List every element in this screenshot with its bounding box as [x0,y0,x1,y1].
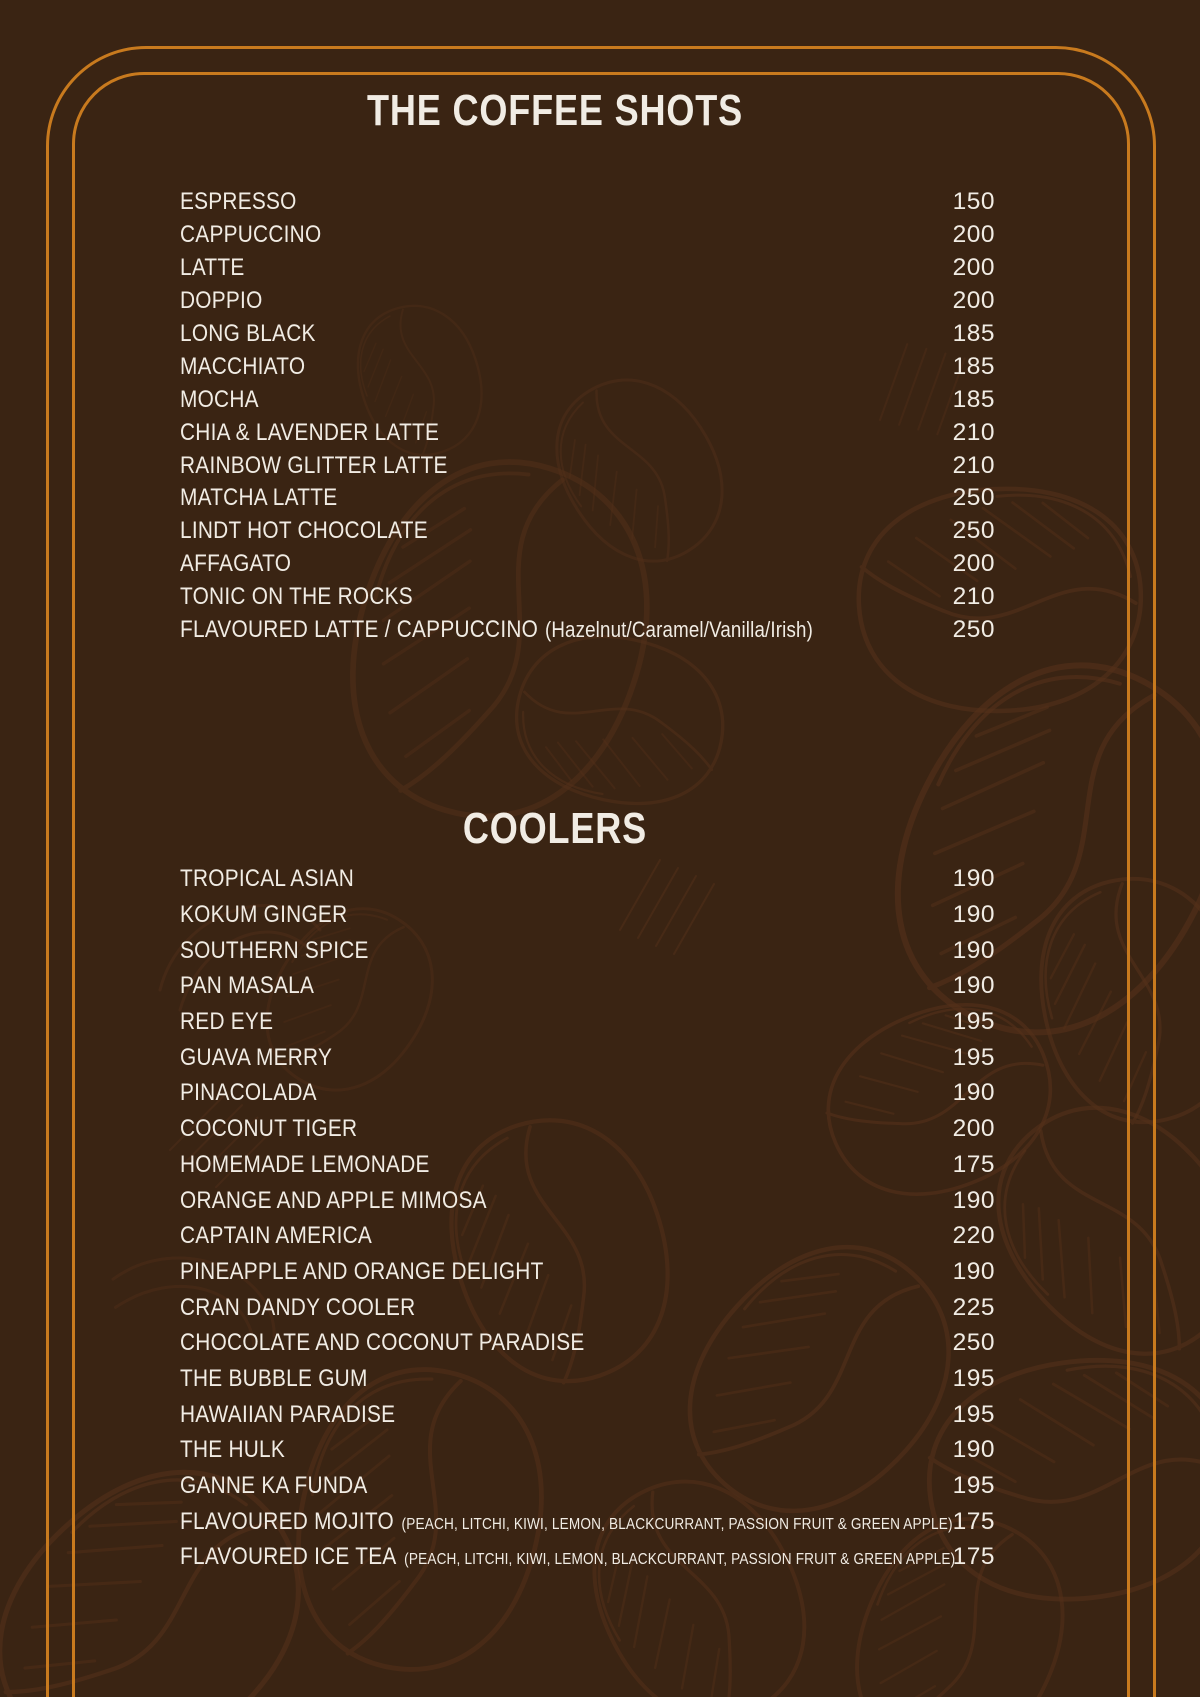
menu-item-row [115,969,995,1005]
item-name: PINEAPPLE AND ORANGE DELIGHT [180,1257,544,1285]
menu-item-row [115,219,995,252]
menu-item-row [115,1004,995,1040]
item-price: 185 [952,320,995,347]
menu-item-left [180,1151,813,1179]
menu-item-left [180,386,813,414]
item-price: 210 [952,418,995,446]
menu-item-row [115,614,995,647]
menu-item-left [180,937,813,965]
menu-item-left [180,1294,813,1322]
item-name: COCONUT TIGER [180,1115,358,1143]
menu-item-row [115,285,995,318]
item-price: 225 [952,1293,995,1321]
item-name: LINDT HOT CHOCOLATE [180,517,428,545]
menu-item-left [180,320,813,348]
item-price: 200 [952,254,995,282]
menu-item-left [180,1401,813,1429]
menu-item-row [115,1076,995,1112]
item-price: 195 [952,1364,995,1392]
menu-item-row [115,383,995,416]
item-name: GUAVA MERRY [180,1043,333,1071]
item-price: 190 [952,865,995,893]
menu-item-row [115,1432,995,1468]
menu-item-left [180,550,813,578]
menu-item-left [180,1329,813,1357]
menu-item-row [115,1290,995,1326]
item-price: 195 [952,1472,995,1499]
item-price: 250 [952,484,995,512]
menu-item-left [180,188,813,216]
section-title: COOLERS [462,804,648,854]
item-price: 195 [952,1043,995,1071]
menu-item-row [115,1361,995,1397]
menu-item-row [115,1147,995,1183]
item-name: TROPICAL ASIAN [180,865,355,893]
menu-item-row [115,933,995,969]
item-price: 190 [952,1079,995,1107]
menu-item-row [115,548,995,581]
item-name: HOMEMADE LEMONADE [180,1150,430,1178]
item-name: FLAVOURED LATTE / CAPPUCCINO [180,616,539,644]
item-price: 190 [952,1436,995,1464]
menu-item-row [115,318,995,351]
menu-item-left [180,1115,813,1143]
item-price: 175 [952,1507,995,1535]
item-price: 190 [952,936,995,964]
item-price: 200 [952,550,995,578]
item-name: LONG BLACK [180,320,316,347]
item-name: SOUTHERN SPICE [180,936,369,964]
menu-item-row [115,861,995,897]
menu-item-left [180,484,813,512]
menu-item-row [115,1111,995,1147]
item-name: RED EYE [180,1008,274,1036]
menu-item-left [180,1436,813,1464]
item-price: 195 [952,1008,995,1036]
item-name: FLAVOURED MOJITO [180,1507,394,1535]
menu-item-left [180,616,813,644]
item-name: KOKUM GINGER [180,901,348,928]
menu-item-left [180,972,813,1000]
item-price: 175 [952,1150,995,1178]
menu-item-left [180,221,813,249]
menu-item-row [115,449,995,482]
item-name: CHOCOLATE AND COCONUT PARADISE [180,1329,585,1357]
menu-item-row [115,1218,995,1254]
item-price: 210 [952,583,995,611]
item-name: HAWAIIAN PARADISE [180,1400,396,1428]
menu-item-left [180,1543,956,1571]
item-price: 175 [952,1543,995,1571]
menu-item-row [115,515,995,548]
menu-item-row [115,252,995,285]
item-price: 190 [952,972,995,1000]
menu-item-left [180,1365,813,1393]
item-price: 250 [952,1329,995,1357]
item-name: THE HULK [180,1436,286,1464]
menu-item-row [115,897,995,933]
item-note: (Hazelnut/Caramel/Vanilla/Irish) [544,617,813,643]
item-price: 190 [952,1257,995,1285]
menu-item-left [180,1222,813,1250]
item-price: 195 [952,1400,995,1428]
item-name: AFFAGATO [180,550,292,578]
menu-item-left [180,901,813,929]
menu-item-row [115,1040,995,1076]
item-name: THE BUBBLE GUM [180,1364,368,1392]
menu-item-row [115,350,995,383]
menu-item-row [115,1468,995,1504]
section-items [115,861,995,1575]
menu-section [115,801,995,1575]
item-price: 200 [952,287,995,315]
item-name: ORANGE AND APPLE MIMOSA [180,1186,487,1214]
menu-item-left [180,1079,813,1107]
item-name: PINACOLADA [180,1079,317,1107]
menu-item-row [115,1504,995,1540]
menu-item-left [180,254,813,282]
menu-item-left [180,452,813,480]
item-name: MACCHIATO [180,352,306,380]
menu-item-row [115,1397,995,1433]
menu-item-left [180,1472,813,1500]
menu-item-row [115,1254,995,1290]
menu-item-row [115,186,995,219]
item-note: (PEACH, LITCHI, KIWI, LEMON, BLACKCURRANT, PASSION FRUIT & GREEN APPLE) [401,1515,953,1533]
item-note: (PEACH, LITCHI, KIWI, LEMON, BLACKCURRANT, PASSION FRUIT & GREEN APPLE) [404,1551,956,1569]
item-price: 200 [952,1115,995,1143]
item-name: CHIA & LAVENDER LATTE [180,418,440,446]
menu-item-left [180,1507,953,1536]
menu-item-row [115,1183,995,1219]
item-name: GANNE KA FUNDA [180,1472,368,1499]
section-title: THE COFFEE SHOTS [367,86,743,135]
item-name: ESPRESSO [180,188,297,216]
item-price: 210 [952,451,995,479]
item-price: 250 [952,517,995,545]
menu-item-left [180,517,813,545]
menu-item-row [115,1540,995,1576]
item-name: RAINBOW GLITTER LATTE [180,451,448,479]
item-price: 150 [952,188,995,216]
item-name: CRAN DANDY COOLER [180,1293,416,1321]
menu-item-left [180,1187,813,1215]
item-name: TONIC ON THE ROCKS [180,583,413,611]
menu-item-row [115,482,995,515]
menu-item-left [180,1008,813,1036]
item-name: FLAVOURED ICE TEA [180,1543,397,1571]
menu-item-left [180,1044,813,1072]
menu-item-row [115,581,995,614]
item-name: CAPPUCCINO [180,221,322,249]
item-name: PAN MASALA [180,972,315,1000]
menu-item-left [180,1258,813,1286]
item-price: 250 [952,616,995,644]
item-price: 190 [952,1186,995,1214]
item-price: 220 [952,1222,995,1250]
menu-item-row [115,1325,995,1361]
menu-item-left [180,865,813,893]
item-price: 200 [952,221,995,249]
menu-item-row [115,416,995,449]
item-name: MATCHA LATTE [180,484,338,512]
item-price: 185 [952,352,995,380]
item-name: DOPPIO [180,287,263,315]
menu-section [115,0,995,646]
menu-sections [115,0,995,1575]
item-name: LATTE [180,254,245,282]
item-name: CAPTAIN AMERICA [180,1222,373,1250]
menu-item-left [180,287,813,315]
menu-item-left [180,353,813,381]
item-price: 190 [952,901,995,928]
menu-item-left [180,419,813,447]
item-name: MOCHA [180,385,259,413]
item-price: 185 [952,385,995,413]
section-items [115,186,995,646]
menu-item-left [180,583,813,611]
